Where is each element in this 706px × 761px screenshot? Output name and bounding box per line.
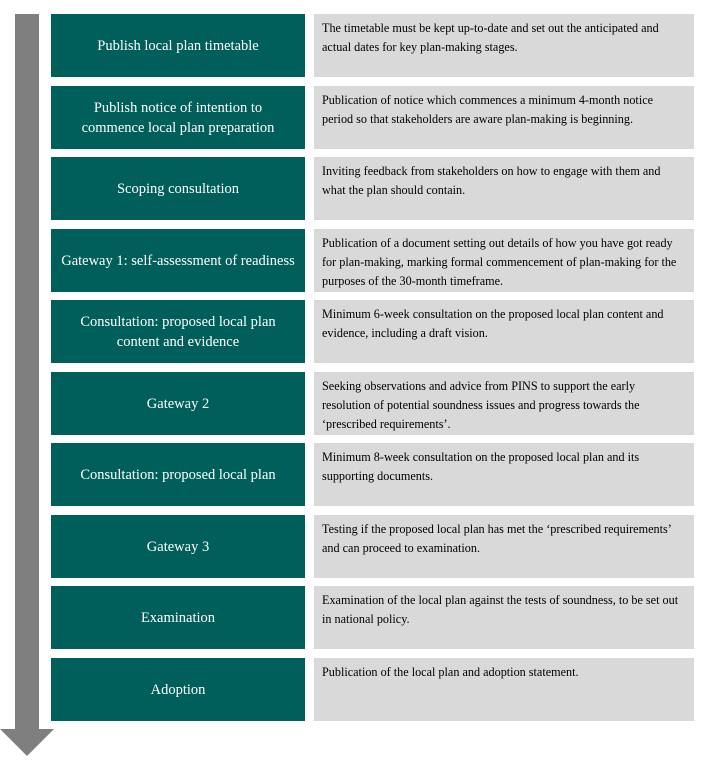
timeline-arrow-head [0,729,54,756]
stage-row [51,658,694,721]
stage-step-box: Scoping consultation [51,157,305,220]
stage-step-box: Gateway 3 [51,515,305,578]
stage-description: Minimum 6-week consultation on the proposed local plan content and evidence, including a draft vision. [314,300,694,363]
stage-step-box: Gateway 1: self-assessment of readiness [51,229,305,292]
stage-row [51,157,694,220]
stage-row [51,300,694,363]
stage-row [51,372,694,435]
stage-row [51,229,694,292]
stage-description: Publication of the local plan and adoption statement. [314,658,694,721]
stage-step-box: Adoption [51,658,305,721]
stage-step-box: Gateway 2 [51,372,305,435]
stage-description: Inviting feedback from stakeholders on how to engage with them and what the plan should contain. [314,157,694,220]
stage-row [51,86,694,149]
stage-description: Testing if the proposed local plan has met the ‘prescribed requirements’ and can proceed to examination. [314,515,694,578]
stage-step-box: Consultation: proposed local plan content and evidence [51,300,305,363]
stage-description: Minimum 8-week consultation on the proposed local plan and its supporting documents. [314,443,694,506]
stage-description: Seeking observations and advice from PINS to support the early resolution of potential soundness issues and progress towards the ‘prescribed requirements’. [314,372,694,435]
stage-row [51,515,694,578]
stage-description: Publication of notice which commences a minimum 4-month notice period so that stakeholders are aware plan-making is beginning. [314,86,694,149]
stage-row [51,14,694,77]
stage-step-box: Publish local plan timetable [51,14,305,77]
stage-step-box: Consultation: proposed local plan [51,443,305,506]
stage-row [51,586,694,649]
timeline-arrow-shaft [15,14,39,730]
stage-description: Examination of the local plan against the tests of soundness, to be set out in national policy. [314,586,694,649]
stage-step-box: Examination [51,586,305,649]
stage-description: The timetable must be kept up-to-date and set out the anticipated and actual dates for key plan-making stages. [314,14,694,77]
stage-description: Publication of a document setting out details of how you have got ready for plan-making, marking formal commencement of plan-making for the purposes of the 30-month timeframe. [314,229,694,292]
stage-step-box: Publish notice of intention to commence local plan preparation [51,86,305,149]
stage-row [51,443,694,506]
